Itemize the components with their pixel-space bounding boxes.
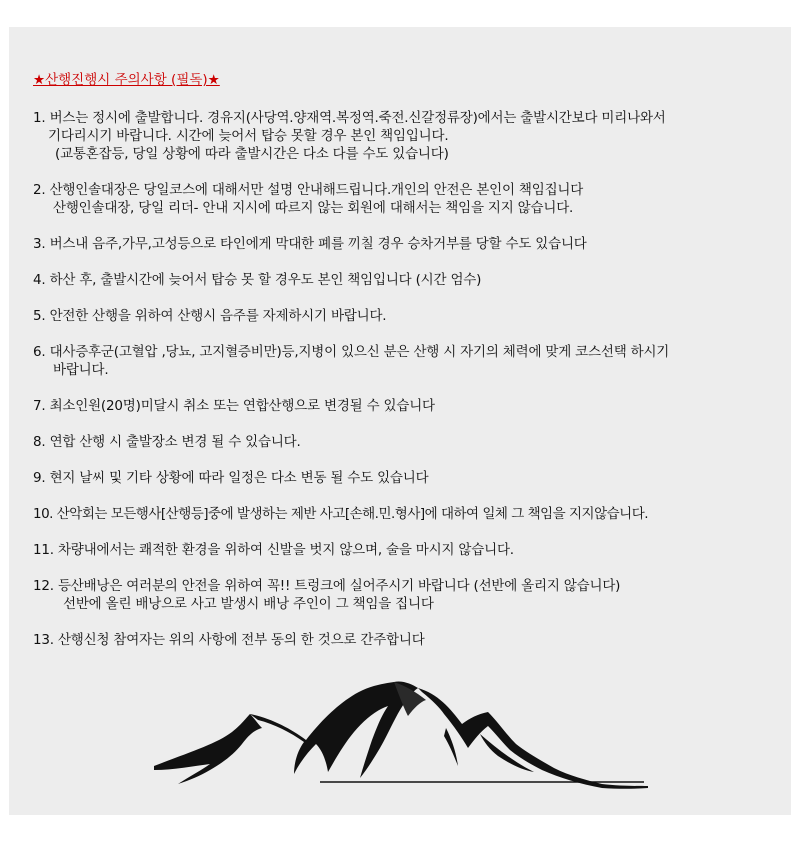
item-3-line-1: 3. 버스내 음주,가무,고성등으로 타인에게 막대한 폐를 끼칠 경우 승차거부를 당할 수도 있습니다 (33, 236, 587, 252)
item-2-line-2: 산행인솔대장, 당일 리더- 안내 지시에 따르지 않는 회원에 대해서는 책임을 지지 않습니다. (53, 200, 574, 216)
item-10-line-1: 10. 산악회는 모든행사[산행등]중에 발생하는 제반 사고[손해.민.형사]에 대하여 일체 그 책임을 지지않습니다. (33, 506, 649, 522)
item-9-line-1: 9. 현지 날씨 및 기타 상황에 따라 일정은 다소 변동 될 수도 있습니다 (33, 470, 429, 486)
item-6-line-1: 6. 대사증후군(고혈압 ,당뇨, 고지혈증비만)등,지병이 있으신 분은 산행 시 자기의 체력에 맞게 코스선택 하시기 (33, 344, 670, 360)
item-12-line-1: 12. 등산배낭은 여러분의 안전을 위하여 꼭!! 트렁크에 실어주시기 바랍니다 (선반에 올리지 않습니다) (33, 578, 621, 594)
item-12-line-2: 선반에 올린 배낭으로 사고 발생시 배낭 주인이 그 책임을 집니다 (63, 596, 434, 612)
item-1-line-1: 1. 버스는 정시에 출발합니다. 경유지(사당역.양재역.복정역.죽전.신갈정류장)에서는 출발시간보다 미리나와서 (33, 110, 666, 126)
item-8-line-1: 8. 연합 산행 시 출발장소 변경 될 수 있습니다. (33, 434, 301, 450)
item-2-line-1: 2. 산행인솔대장은 당일코스에 대해서만 설명 안내해드립니다.개인의 안전은 본인이 책임집니다 (33, 182, 584, 198)
item-1-line-3: (교통혼잡등, 당일 상황에 따라 출발시간은 다소 다를 수도 있습니다) (55, 146, 449, 162)
item-13-line-1: 13. 산행신청 참여자는 위의 사항에 전부 동의 한 것으로 간주합니다 (33, 632, 425, 648)
item-11-line-1: 11. 차량내에서는 쾌적한 환경을 위하여 신발을 벗지 않으며, 술을 마시지 않습니다. (33, 542, 514, 558)
item-6-line-2: 바랍니다. (53, 362, 109, 378)
item-4-line-1: 4. 하산 후, 출발시간에 늦어서 탑승 못 할 경우도 본인 책임입니다 (시간 엄수) (33, 272, 482, 288)
notice-title: ★산행진행시 주의사항 (필독)★ (33, 72, 220, 88)
item-7-line-1: 7. 최소인원(20명)미달시 취소 또는 연합산행으로 변경될 수 있습니다 (33, 398, 435, 414)
item-5-line-1: 5. 안전한 산행을 위하여 산행시 음주를 자제하시기 바랍니다. (33, 308, 387, 324)
item-1-line-2: 기다리시기 바랍니다. 시간에 늦어서 탑승 못할 경우 본인 책임입니다. (48, 128, 449, 144)
mountain-icon (150, 678, 650, 790)
